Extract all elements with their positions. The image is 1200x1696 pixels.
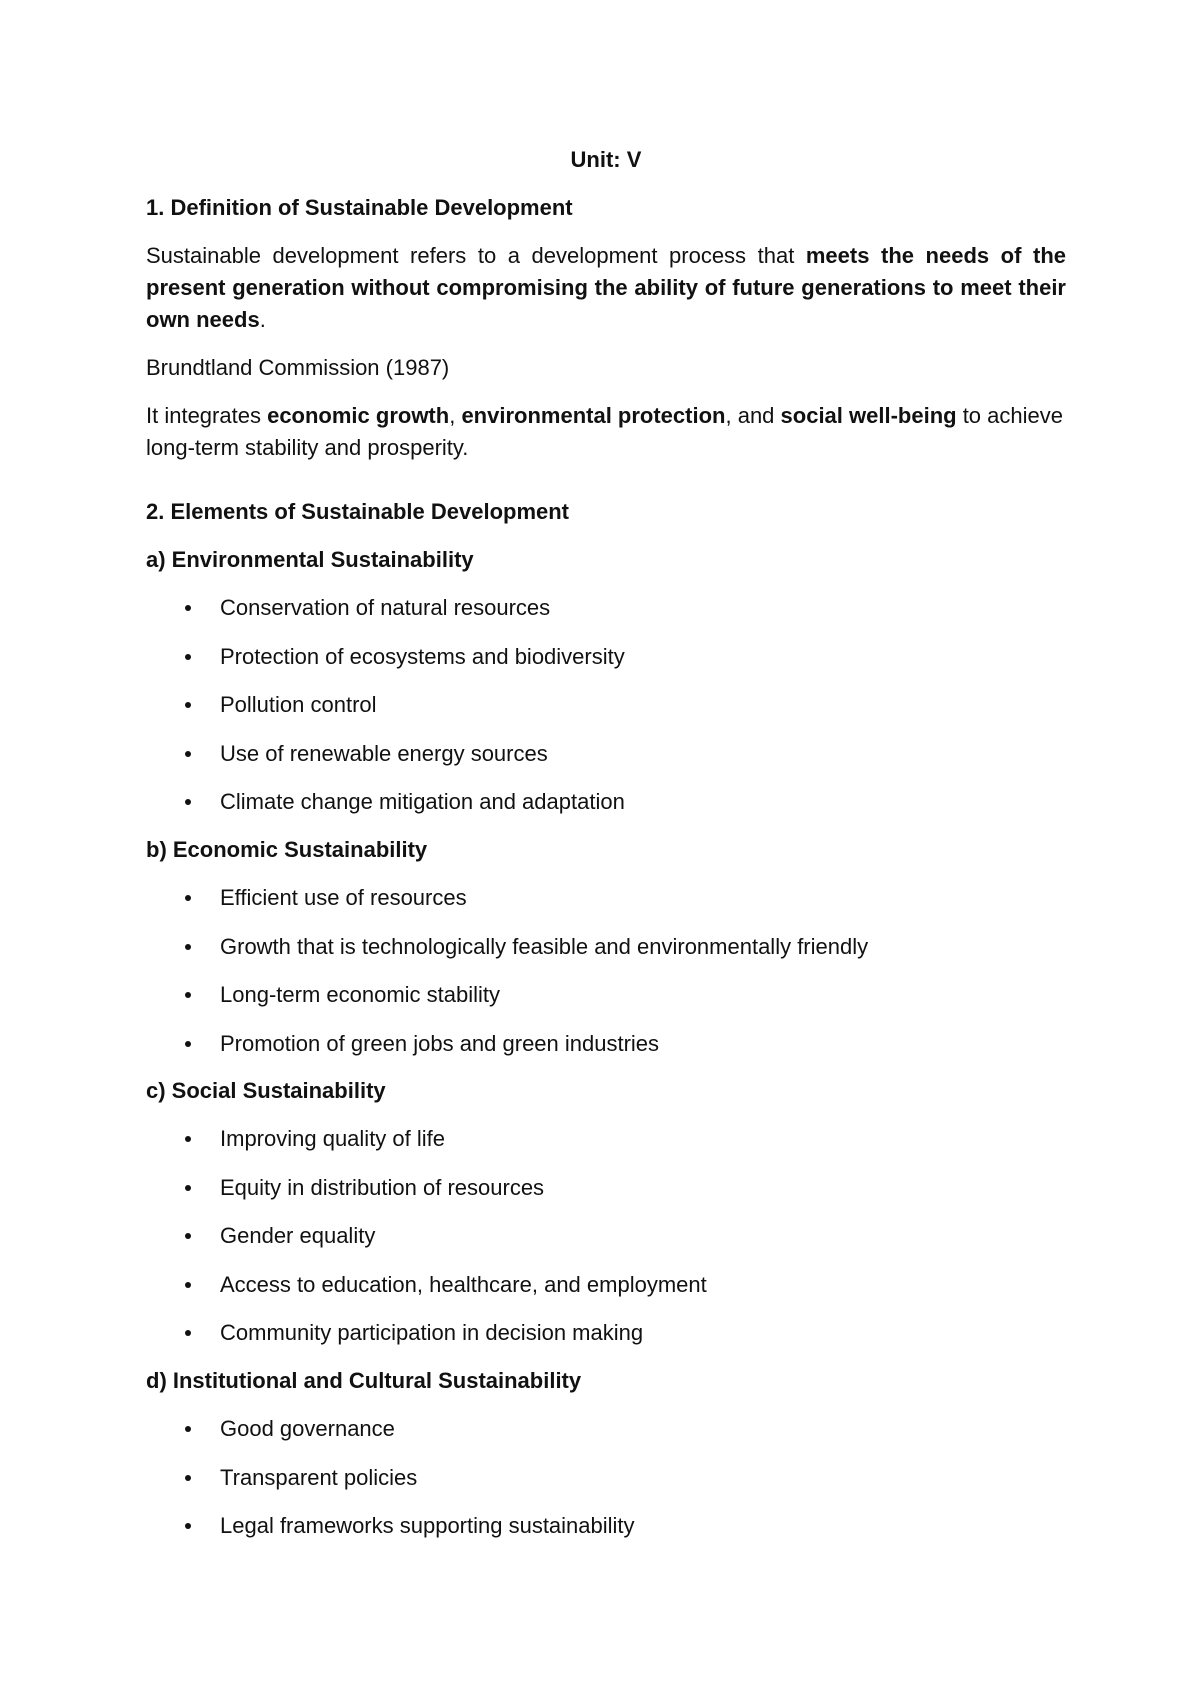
list-item-text: Transparent policies: [220, 1464, 418, 1490]
economic-list: [146, 882, 1066, 1076]
list-item-text: Efficient use of resources: [220, 885, 467, 910]
list-item: [146, 1123, 1066, 1155]
social-heading: c) Social Sustainability: [146, 1078, 386, 1103]
bullet-icon: [185, 1185, 191, 1191]
list-item-text: Good governance: [220, 1416, 395, 1441]
section-1-heading: 1. Definition of Sustainable Development: [146, 195, 573, 220]
integrates-text-2: ,: [449, 403, 462, 428]
environmental-heading: a) Environmental Sustainability: [146, 547, 474, 572]
list-item-text: Improving quality of life: [220, 1126, 445, 1151]
list-item: [146, 1462, 1066, 1494]
definition-paragraph: [146, 240, 1066, 336]
bullet-icon: [185, 1330, 191, 1336]
bullet-icon: [185, 1041, 191, 1047]
citation: Brundtland Commission (1987): [146, 355, 450, 380]
environmental-list: [146, 592, 1066, 835]
list-item: [146, 786, 1066, 818]
list-item: [146, 979, 1066, 1011]
list-item: [146, 1028, 1066, 1060]
list-item: [146, 641, 1066, 673]
list-item: [146, 1413, 1066, 1445]
integrates-text-3: , and: [725, 403, 781, 428]
list-item-text: Access to education, healthcare, and employment: [220, 1271, 707, 1297]
integrates-text-4: to achieve long-term stability and prosperity.: [146, 403, 1063, 460]
bullet-icon: [185, 1282, 191, 1288]
institutional-list: [146, 1413, 1066, 1559]
bullet-icon: [185, 992, 191, 998]
list-item: [146, 1510, 1066, 1542]
list-item-text: Use of renewable energy sources: [220, 740, 548, 766]
bullet-icon: [185, 605, 191, 611]
list-item: [146, 1317, 1066, 1349]
definition-tail: .: [259, 307, 266, 332]
bullet-icon: [185, 1523, 191, 1529]
list-item-text: Legal frameworks supporting sustainability: [220, 1513, 635, 1538]
list-item: [146, 882, 1066, 914]
bullet-icon: [185, 1475, 191, 1481]
list-item: [146, 1220, 1066, 1252]
bullet-icon: [185, 1136, 191, 1142]
list-item-text: Community participation in decision making: [220, 1320, 644, 1345]
integrates-paragraph: [146, 400, 1066, 464]
bullet-icon: [185, 1426, 191, 1432]
social-list: [146, 1123, 1066, 1366]
bullet-icon: [185, 944, 191, 950]
list-item-text: Growth that is technologically feasible and environmentally friendly: [220, 933, 869, 959]
list-item: [146, 592, 1066, 624]
bullet-icon: [185, 799, 191, 805]
list-item-text: Promotion of green jobs and green industries: [220, 1030, 660, 1056]
integrates-bold-economic: economic growth: [267, 403, 450, 428]
unit-title: Unit: V: [570, 147, 642, 172]
list-item: [146, 1269, 1066, 1301]
list-item-text: Gender equality: [220, 1223, 376, 1248]
bullet-icon: [185, 895, 191, 901]
definition-bold: meets the needs of the present generation without compromising the ability of future generations to meet their own needs: [146, 243, 1066, 332]
section-2-heading: 2. Elements of Sustainable Development: [146, 499, 570, 524]
bullet-icon: [185, 654, 191, 660]
integrates-bold-environmental: environmental protection: [461, 403, 726, 428]
list-item: [146, 689, 1066, 721]
bullet-icon: [185, 702, 191, 708]
list-item: [146, 738, 1066, 770]
list-item-text: Equity in distribution of resources: [220, 1174, 545, 1200]
integrates-text-1: It integrates: [146, 403, 268, 428]
list-item-text: Conservation of natural resources: [220, 595, 551, 620]
list-item-text: Pollution control: [220, 692, 377, 717]
definition-lead: Sustainable development refers to a development process that: [146, 243, 806, 268]
bullet-icon: [185, 1233, 191, 1239]
institutional-heading: d) Institutional and Cultural Sustainability: [146, 1368, 582, 1393]
bullet-icon: [185, 751, 191, 757]
list-item-text: Long-term economic stability: [220, 982, 501, 1007]
integrates-bold-social: social well-being: [780, 403, 957, 428]
economic-heading: b) Economic Sustainability: [146, 837, 428, 862]
list-item: [146, 931, 1066, 963]
list-item: [146, 1172, 1066, 1204]
list-item-text: Climate change mitigation and adaptation: [220, 789, 625, 814]
list-item-text: Protection of ecosystems and biodiversity: [220, 643, 625, 669]
